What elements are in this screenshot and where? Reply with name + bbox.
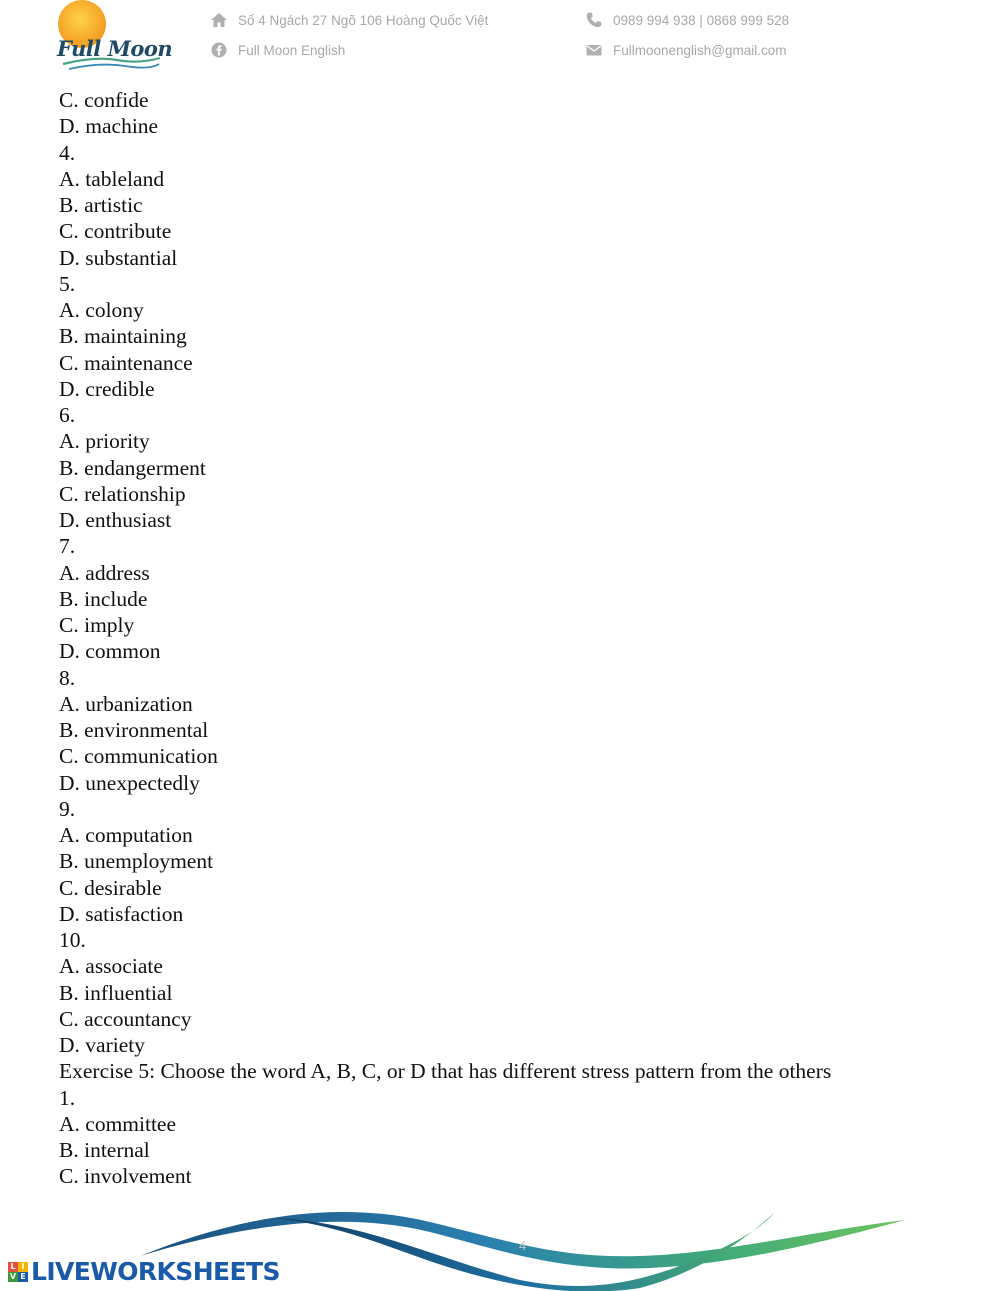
question-number: 7. — [59, 534, 76, 559]
answer-option: D. unexpectedly — [59, 770, 200, 795]
home-icon — [210, 11, 228, 29]
answer-option: C. relationship — [59, 481, 186, 506]
question-number: 9. — [59, 796, 76, 821]
question-number: 4. — [59, 140, 76, 165]
answer-option: C. imply — [59, 613, 135, 637]
answer-option: C. communication — [59, 744, 218, 769]
answer-option: C. involvement — [59, 1164, 192, 1189]
answer-option: A. computation — [59, 823, 193, 847]
answer-option: B. maintaining — [59, 324, 187, 349]
answer-option: C. accountancy — [59, 1006, 192, 1031]
answer-option: D. common — [59, 639, 161, 664]
answer-option: A. address — [59, 560, 150, 585]
answer-option: D. satisfaction — [59, 901, 184, 926]
facebook-line — [210, 41, 345, 59]
liveworksheets-brand — [8, 1258, 280, 1286]
phone-icon — [585, 11, 603, 29]
answer-option: B. internal — [59, 1138, 150, 1162]
answer-option: C. confide — [59, 88, 149, 112]
address-text: Số 4 Ngách 27 Ngõ 106 Hoàng Quốc Việt — [238, 12, 489, 28]
phone-line — [585, 11, 789, 29]
page-footer — [0, 1200, 1000, 1291]
page-number: 4 — [519, 1238, 527, 1253]
answer-option: C. maintenance — [59, 350, 193, 375]
badge-letter: E — [18, 1272, 28, 1282]
badge-letter: I — [18, 1262, 28, 1272]
email-line — [585, 41, 787, 59]
answer-option: B. environmental — [59, 718, 209, 742]
answer-option: B. include — [59, 586, 148, 611]
logo-text: Full Moon — [57, 36, 173, 61]
worksheet-content — [59, 87, 989, 1190]
facebook-text: Full Moon English — [238, 42, 346, 58]
badge-letter: L — [8, 1262, 18, 1272]
exercise-heading: Exercise 5: Choose the word A, B, C, or D that has different stress pattern from the others — [59, 1059, 832, 1084]
question-number: 6. — [59, 403, 76, 427]
answer-option: C. contribute — [59, 219, 172, 244]
facebook-icon — [210, 41, 228, 59]
question-number: 10. — [59, 928, 86, 952]
answer-option: B. influential — [59, 980, 173, 1005]
answer-option: B. endangerment — [59, 455, 206, 480]
full-moon-logo — [55, 0, 173, 75]
mail-icon — [585, 41, 603, 59]
answer-option: D. credible — [59, 376, 155, 401]
answer-option: A. priority — [59, 429, 150, 454]
address-line — [210, 11, 488, 29]
answer-option: D. enthusiast — [59, 508, 172, 532]
email-text: Fullmoonenglish@gmail.com — [613, 42, 787, 58]
answer-option: A. colony — [59, 298, 144, 322]
phone-text: 0989 994 938 | 0868 999 528 — [613, 12, 790, 28]
answer-option: B. artistic — [59, 193, 143, 217]
liveworksheets-badge-icon — [8, 1262, 28, 1282]
answer-option: D. substantial — [59, 245, 178, 270]
answer-option: C. desirable — [59, 875, 162, 900]
answer-option: A. associate — [59, 954, 163, 979]
badge-letter: V — [9, 1272, 17, 1281]
answer-option: A. committee — [59, 1111, 177, 1136]
page-header — [0, 0, 1000, 80]
logo-wave-blue — [69, 64, 159, 69]
answer-option: A. urbanization — [59, 691, 193, 716]
answer-option: D. machine — [59, 114, 159, 139]
answer-option: A. tableland — [59, 166, 165, 191]
question-number: 5. — [59, 271, 76, 296]
answer-option: B. unemployment — [59, 849, 214, 874]
liveworksheets-text[interactable]: LIVEWORKSHEETS — [31, 1257, 280, 1286]
answer-option: D. variety — [59, 1033, 145, 1057]
question-number: 1. — [59, 1085, 76, 1110]
question-number: 8. — [59, 665, 76, 690]
